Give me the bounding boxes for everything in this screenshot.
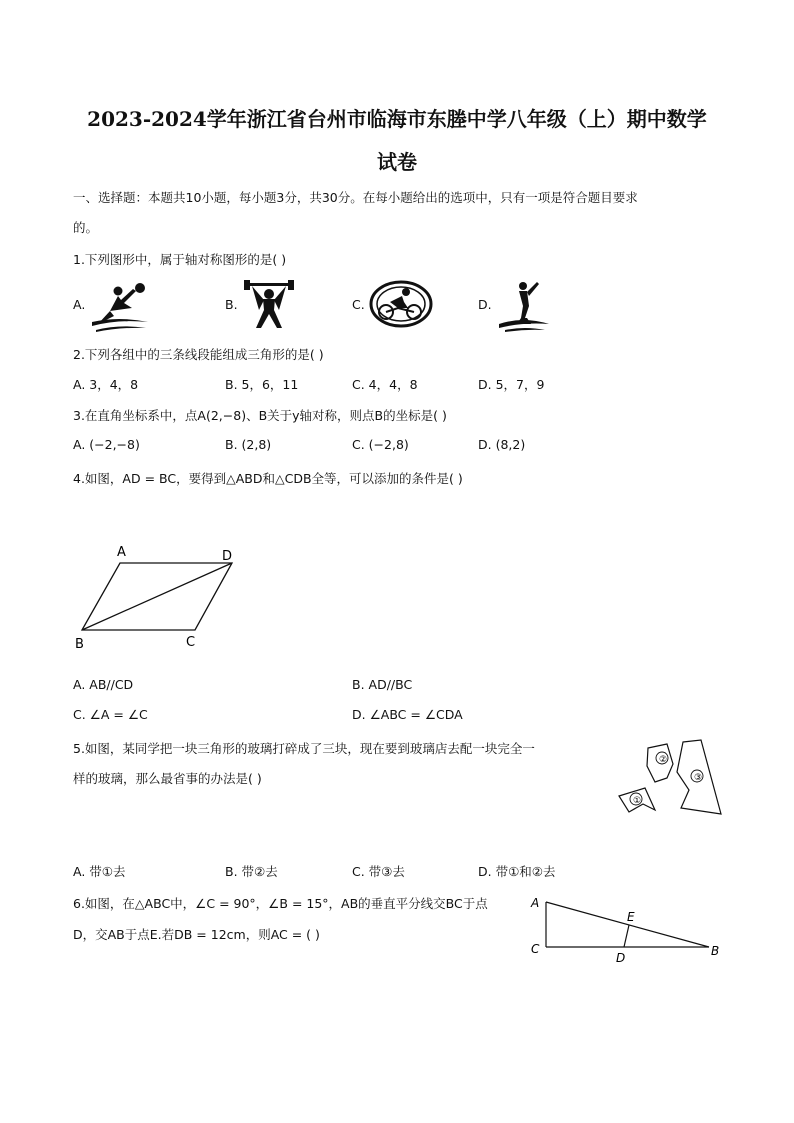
q6-label-d: D — [616, 951, 626, 964]
q4-option-d: D. ∠ABC = ∠CDA — [352, 707, 463, 722]
q5-option-a: A. 带①去 — [73, 864, 126, 879]
q5-stem: 5.如图，某同学把一块三角形的玻璃打碎成了三块，现在要到玻璃店去配一块完全一 — [73, 741, 535, 756]
page-title-continued: 试卷 — [377, 150, 417, 174]
cyclist-icon — [368, 278, 434, 330]
q1-option-d-label: D. — [478, 297, 492, 312]
q4-option-a: A. AB//CD — [73, 677, 134, 692]
golfer-icon — [497, 278, 551, 332]
weightlifter-icon — [242, 280, 296, 330]
q5-stem-continued: 样的玻璃，那么最省事的办法是( ) — [73, 771, 262, 786]
q4-label-b: B — [75, 637, 84, 652]
q1-option-a-label: A. — [73, 297, 86, 312]
q4-option-b: B. AD//BC — [352, 677, 413, 692]
q2-stem: 2.下列各组中的三条线段能组成三角形的是( ) — [73, 347, 324, 362]
q2-option-b: B. 5，6，11 — [225, 377, 299, 392]
q4-label-d: D — [222, 549, 233, 564]
page-title: 2023-2024学年浙江省台州市临海市东塍中学八年级（上）期中数学 — [87, 107, 707, 131]
q3-stem: 3.在直角坐标系中，点A(2,−8)、B关于y轴对称，则点B的坐标是( ) — [73, 408, 447, 423]
q6-label-e: E — [627, 910, 635, 924]
q2-option-d: D. 5，7，9 — [478, 377, 545, 392]
volleyball-player-icon — [88, 278, 152, 332]
q6-label-c: C — [531, 942, 540, 956]
q1-option-b-label: B. — [225, 297, 238, 312]
piece-3-label: ③ — [694, 773, 703, 783]
q5-option-d: D. 带①和②去 — [478, 864, 556, 879]
q5-broken-glass-figure — [615, 738, 725, 816]
q6-label-a: A — [531, 896, 540, 910]
q2-option-a: A. 3，4，8 — [73, 377, 139, 392]
q1-option-c-label: C. — [352, 297, 365, 312]
q6-stem-continued: D，交AB于点E.若DB = 12cm，则AC = ( ) — [73, 927, 320, 942]
q4-parallelogram-figure — [70, 540, 250, 655]
q3-option-b: B. (2,8) — [225, 437, 272, 452]
q5-option-c: C. 带③去 — [352, 864, 405, 879]
section-instruction-continued: 的。 — [73, 220, 99, 235]
q4-stem: 4.如图，AD = BC，要得到△ABD和△CDB全等，可以添加的条件是( ) — [73, 471, 463, 486]
q3-option-d: D. (8,2) — [478, 437, 526, 452]
q4-label-c: C — [186, 635, 196, 650]
q5-option-b: B. 带②去 — [225, 864, 278, 879]
q6-label-b: B — [711, 944, 720, 958]
q3-option-c: C. (−2,8) — [352, 437, 409, 452]
q4-option-c: C. ∠A = ∠C — [73, 707, 148, 722]
q6-stem: 6.如图，在△ABC中，∠C = 90°，∠B = 15°，AB的垂直平分线交BC于点 — [73, 896, 488, 911]
section-instruction: 一、选择题：本题共10小题，每小题3分，共30分。在每小题给出的选项中，只有一项是符合题目要求 — [73, 190, 638, 205]
q1-stem: 1.下列图形中，属于轴对称图形的是( ) — [73, 252, 287, 267]
piece-2-label: ② — [659, 755, 668, 765]
q2-option-c: C. 4，4，8 — [352, 377, 418, 392]
piece-1-label: ① — [633, 796, 642, 806]
q6-triangle-figure — [524, 892, 728, 964]
q3-option-a: A. (−2,−8) — [73, 437, 140, 452]
q4-label-a: A — [117, 545, 126, 560]
